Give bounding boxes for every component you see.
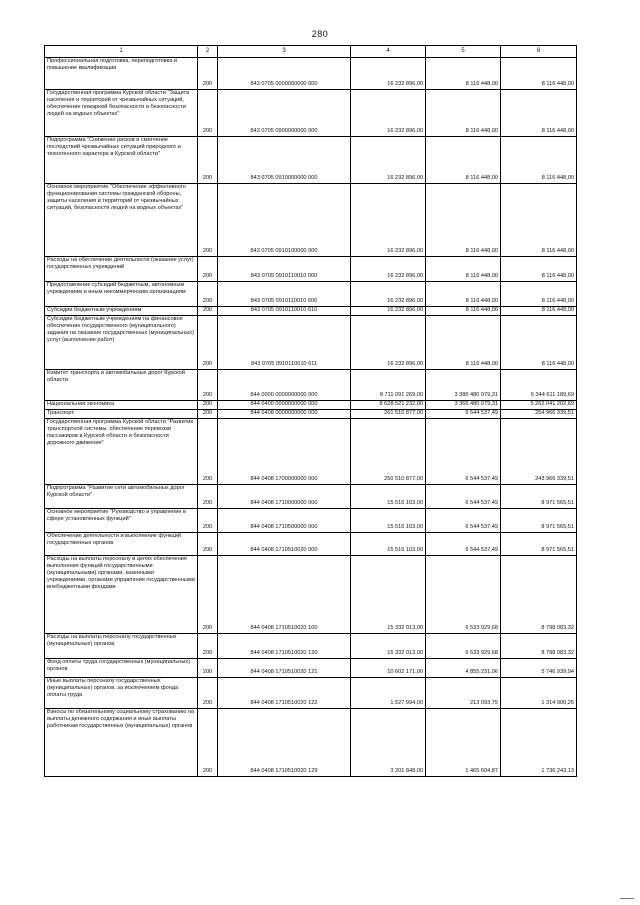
header-col-3: 3 [218,46,351,58]
header-col-5: 5 [426,46,501,58]
row-amount-col4: 16 232 896,00 [351,282,426,307]
row-amount-col5: 8 116 448,00 [426,316,501,370]
row-amount-col5: 6 544 537,49 [426,419,501,485]
row-amount-col4: 250 510 877,00 [351,419,426,485]
row-line-code: 200 [198,370,218,401]
row-amount-col5: 8 116 448,00 [426,90,501,137]
row-amount-col4: 15 332 013,00 [351,556,426,634]
row-classification: 844 0000 0000000000 000 [218,370,351,401]
table-row [45,556,577,634]
row-amount-col5: 6 533 929,68 [426,634,501,659]
header-col-1: 1 [45,46,198,58]
table-row [45,401,577,410]
table-row [45,410,577,419]
row-name-text: Предоставление субсидий бюджетным, автономным учреждениям и иным некоммерческим организациям [47,282,186,295]
row-classification: 844 0408 0000000000 000 [218,410,351,419]
table-row [45,533,577,556]
row-name [45,419,198,485]
row-name [45,556,198,634]
table-row [45,184,577,257]
row-name [45,137,198,184]
row-line-code: 200 [198,184,218,257]
row-amount-col4: 10 602 171,00 [351,659,426,678]
row-amount-col5: 8 116 448,00 [426,58,501,90]
row-line-code: 200 [198,634,218,659]
row-name-text: Подпрограмма "Развитие сети автомобильных дорог Курской области" [47,485,185,498]
row-amount-col6: 5 262 041 202,69 [501,401,577,410]
row-classification: 844 0400 0000000000 000 [218,401,351,410]
row-amount-col5: 8 116 448,00 [426,257,501,282]
row-name [45,401,198,410]
row-amount-col6: 8 798 083,32 [501,556,577,634]
row-name [45,533,198,556]
row-classification: 843 0705 0910110010 000 [218,257,351,282]
row-amount-col6: 8 971 565,51 [501,509,577,533]
table-header-row [45,46,577,58]
row-name-text: Государственная программа Курской области "Развитие транспортной системы, обеспечение перевозки пассажиров в Курской области и безопасности дорожного движения" [47,419,194,446]
row-name [45,257,198,282]
row-line-code: 200 [198,410,218,419]
table-row [45,709,577,777]
row-classification: 843 0705 0910110010 611 [218,316,351,370]
row-name [45,90,198,137]
row-line-code: 200 [198,509,218,533]
row-classification: 843 0705 0900000000 000 [218,90,351,137]
row-line-code: 200 [198,282,218,307]
corner-mark [620,898,634,899]
row-name [45,282,198,307]
table-row [45,509,577,533]
row-classification: 844 0408 1710500000 000 [218,509,351,533]
row-classification: 843 0705 0910110010 610 [218,307,351,316]
row-amount-col4: 15 516 103,00 [351,533,426,556]
row-amount-col6: 8 116 448,00 [501,137,577,184]
row-name-text: Взносы по обязательному социальному страхованию на выплаты денежного содержания и иные выплаты работникам государственных (муниципальных) органов [47,709,195,729]
row-amount-col6: 1 314 900,25 [501,678,577,709]
row-amount-col5: 6 544 537,49 [426,410,501,419]
row-amount-col6: 254 966 339,51 [501,410,577,419]
row-amount-col6: 8 971 565,51 [501,485,577,509]
row-classification: 844 0408 1710510020 100 [218,556,351,634]
table-row [45,485,577,509]
row-classification: 843 0705 0000000000 000 [218,58,351,90]
row-amount-col5: 6 544 537,49 [426,509,501,533]
row-amount-col6: 8 116 448,00 [501,58,577,90]
row-name-text: Расходы на выплаты персоналу государственных (муниципальных) органов [47,634,177,647]
row-name-text: Расходы на выплаты персоналу в целях обеспечения выполнения функций государственными (муниципальными) органами, казенными учреждениями, органами управления государственными внебюджетными фондами [47,556,195,590]
row-name [45,410,198,419]
row-amount-col6: 8 971 565,51 [501,533,577,556]
row-classification: 844 0408 1710000000 000 [218,485,351,509]
row-name [45,509,198,533]
row-name [45,709,198,777]
row-amount-col5: 8 116 448,00 [426,282,501,307]
row-name-text: Иные выплаты персоналу государственных (муниципальных) органов, за исключением фонда оплаты труда [47,678,179,698]
table-row [45,678,577,709]
header-col-4: 4 [351,46,426,58]
row-line-code: 200 [198,90,218,137]
row-amount-col6: 8 116 448,00 [501,257,577,282]
header-col-2: 2 [198,46,218,58]
row-amount-col5: 1 465 604,87 [426,709,501,777]
row-name [45,184,198,257]
row-amount-col4: 16 232 896,00 [351,184,426,257]
row-amount-col4: 16 232 896,00 [351,307,426,316]
row-amount-col6: 8 116 448,00 [501,316,577,370]
page-number: 280 [311,29,329,39]
row-line-code: 200 [198,485,218,509]
row-classification: 843 0705 0910000000 000 [218,137,351,184]
row-name-text: Национальная экономика [47,401,115,407]
row-amount-col6: 8 116 448,00 [501,90,577,137]
row-classification: 844 0408 1700000000 000 [218,419,351,485]
row-amount-col5: 8 116 448,00 [426,184,501,257]
row-classification: 843 0705 0910110010 600 [218,282,351,307]
row-line-code: 200 [198,58,218,90]
row-name-text: Фонд оплаты труда государственных (муниципальных) органов [47,659,190,672]
budget-table [44,45,577,777]
table-row [45,659,577,678]
table-row [45,282,577,307]
row-amount-col5: 6 533 929,68 [426,556,501,634]
row-name [45,634,198,659]
row-amount-col6: 8 116 448,00 [501,307,577,316]
table-row [45,316,577,370]
row-classification: 844 0408 1710510020 121 [218,659,351,678]
row-amount-col5: 6 544 537,49 [426,485,501,509]
row-name-text: Профессиональная подготовка, переподготовка и повышение квалификации [47,58,177,71]
row-name-text: Комитет транспорта и автомобильных дорог Курской области [47,370,185,383]
row-amount-col5: 3 366 480 079,31 [426,401,501,410]
row-amount-col6: 1 736 243,13 [501,709,577,777]
row-amount-col4: 1 527 994,00 [351,678,426,709]
row-classification: 844 0408 1710510020 129 [218,709,351,777]
row-name-text: Транспорт [47,410,74,416]
row-name [45,485,198,509]
row-amount-col4: 8 711 091 269,00 [351,370,426,401]
row-line-code: 200 [198,678,218,709]
row-amount-col4: 3 201 848,00 [351,709,426,777]
row-amount-col5: 6 544 537,49 [426,533,501,556]
row-amount-col5: 8 116 448,00 [426,307,501,316]
row-amount-col5: 213 093,75 [426,678,501,709]
header-col-6: 6 [501,46,577,58]
row-name [45,370,198,401]
row-classification: 844 0408 1710510020 000 [218,533,351,556]
row-name-text: Расходы на обеспечение деятельности (оказание услуг) государственных учреждений [47,257,194,270]
row-amount-col5: 8 116 448,00 [426,137,501,184]
row-line-code: 200 [198,137,218,184]
row-amount-col4: 16 232 896,00 [351,316,426,370]
row-name-text: Основное мероприятие "Руководство и управление в сфере установленных функций" [47,509,187,522]
table-row [45,58,577,90]
row-name-text: Субсидии бюджетным учреждениям на финансовое обеспечение государственного (муниципального) задания на оказание государственных (муниципальных) услуг (выполнение работ) [47,316,194,343]
row-amount-col6: 5 344 611 189,69 [501,370,577,401]
row-amount-col4: 16 232 896,00 [351,257,426,282]
row-line-code: 200 [198,709,218,777]
row-line-code: 200 [198,556,218,634]
row-amount-col4: 8 628 521 232,00 [351,401,426,410]
row-name [45,58,198,90]
row-name-text: Основное мероприятие "Обеспечение эффективного функционирования системы гражданской обороны, защиты населения и территорий от чрезвычайных ситуаций, безопасности людей на водных объектах" [47,184,186,211]
table-row [45,90,577,137]
table-row [45,634,577,659]
row-line-code: 200 [198,257,218,282]
row-amount-col4: 15 516 103,00 [351,509,426,533]
row-amount-col5: 4 855 231,06 [426,659,501,678]
row-line-code: 200 [198,316,218,370]
row-classification: 844 0408 1710510020 122 [218,678,351,709]
row-amount-col4: 16 232 896,00 [351,90,426,137]
row-amount-col5: 3 386 480 079,31 [426,370,501,401]
row-line-code: 200 [198,659,218,678]
row-amount-col6: 8 116 448,00 [501,184,577,257]
row-amount-col4: 15 332 013,00 [351,634,426,659]
row-amount-col4: 15 516 103,00 [351,485,426,509]
row-line-code: 200 [198,307,218,316]
row-amount-col4: 261 510 877,00 [351,410,426,419]
row-name [45,307,198,316]
row-amount-col6: 243 966 339,51 [501,419,577,485]
row-name-text: Государственная программа Курской области "Защита населения и территорий от чрезвычайных ситуаций, обеспечение пожарной безопасности и безопасности людей на водных объектах" [47,90,190,117]
row-line-code: 200 [198,401,218,410]
row-name-text: Обеспечение деятельности и выполнение функций государственных органов [47,533,181,546]
row-amount-col4: 16 232 896,00 [351,58,426,90]
row-classification: 844 0408 1710510020 120 [218,634,351,659]
row-classification: 843 0705 0910100000 000 [218,184,351,257]
table-row [45,137,577,184]
row-line-code: 200 [198,533,218,556]
table-row [45,419,577,485]
row-amount-col6: 8 798 083,32 [501,634,577,659]
row-name-text: Подпрограмма "Снижение рисков и смягчение последствий чрезвычайных ситуаций природного и техногенного характера в Курской области" [47,137,181,157]
row-amount-col6: 5 746 939,94 [501,659,577,678]
row-name [45,659,198,678]
row-name [45,678,198,709]
row-line-code: 200 [198,419,218,485]
row-name-text: Субсидии бюджетным учреждениям [47,307,142,313]
row-name [45,316,198,370]
row-amount-col4: 16 232 896,00 [351,137,426,184]
table-row [45,257,577,282]
row-amount-col6: 8 116 448,00 [501,282,577,307]
table-row [45,307,577,316]
table-row [45,370,577,401]
